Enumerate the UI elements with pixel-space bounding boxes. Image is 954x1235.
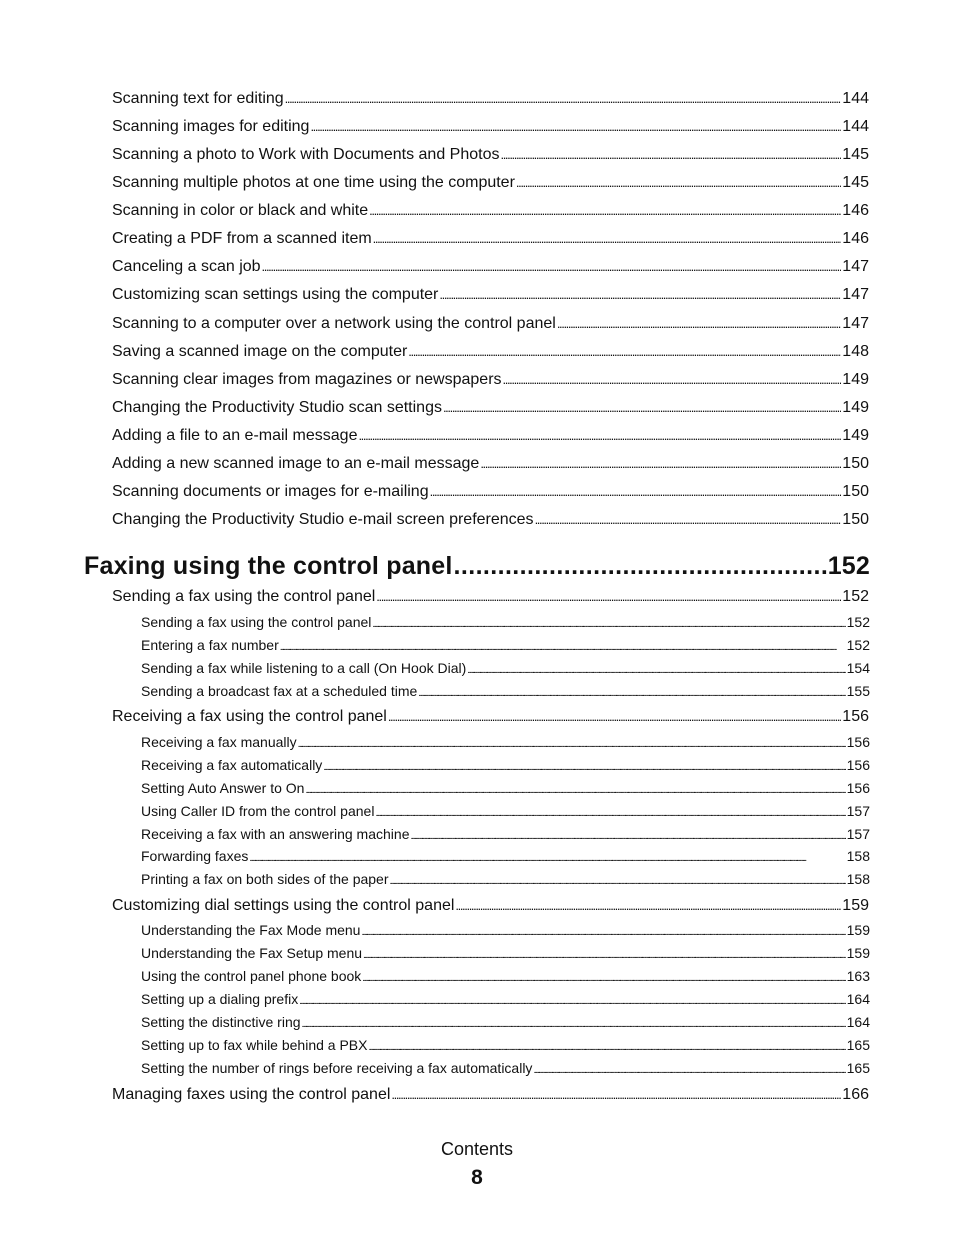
toc-entry-title: Understanding the Fax Setup menu [141, 945, 363, 961]
toc-entry-title: Setting up a dialing prefix [141, 991, 299, 1007]
toc-entry-page-number: 165 [846, 1060, 870, 1076]
toc-leader-dots [299, 996, 845, 1007]
toc-entry-title: Forwarding faxes [141, 848, 249, 864]
toc-entry-page-number: 152 [846, 614, 870, 630]
toc-entry-page-number: 164 [846, 991, 870, 1007]
toc-entry[interactable] [141, 922, 870, 938]
toc-entry-page-number: 159 [842, 897, 869, 914]
toc-entry[interactable] [112, 174, 869, 192]
toc-entry[interactable] [141, 826, 870, 842]
toc-entry-page-number: 152 [842, 588, 869, 605]
toc-entry-page-number: 147 [842, 315, 869, 332]
toc-entry[interactable] [141, 1060, 870, 1076]
toc-leader-dots [503, 372, 842, 387]
toc-entry-title: Understanding the Fax Mode menu [141, 922, 361, 938]
toc-leader-dots [361, 927, 845, 938]
toc-entry[interactable] [112, 399, 869, 417]
toc-entry[interactable] [141, 871, 870, 887]
toc-entry-title: Receiving a fax automatically [141, 757, 323, 773]
toc-entry[interactable] [112, 315, 869, 333]
toc-entry-title: Scanning images for editing [112, 118, 310, 135]
toc-entry[interactable] [112, 371, 869, 389]
toc-entry[interactable] [112, 118, 869, 136]
toc-leader-dots [376, 589, 841, 604]
toc-entry[interactable] [141, 614, 870, 630]
toc-entry[interactable] [141, 660, 870, 676]
toc-entry-title: Sending a broadcast fax at a scheduled time [141, 683, 418, 699]
toc-entry-page-number: 163 [846, 968, 870, 984]
toc-entry-page-number: 149 [842, 371, 869, 388]
toc-entry-page-number: 165 [846, 1037, 870, 1053]
toc-entry[interactable] [141, 803, 870, 819]
toc-leader-dots [557, 316, 841, 331]
toc-leader-dots [369, 203, 841, 218]
toc-entry-title: Scanning a photo to Work with Documents and Photos [112, 146, 500, 163]
toc-leader-dots [390, 876, 846, 887]
toc-entry-title: Customizing scan settings using the computer [112, 286, 439, 303]
toc-entry-title: Receiving a fax with an answering machine [141, 826, 410, 842]
toc-leader-dots [391, 1087, 841, 1102]
toc-leader-dots [533, 1065, 845, 1076]
toc-entry-title: Faxing using the control panel [84, 552, 453, 580]
toc-entry-title: Sending a fax using the control panel [112, 588, 376, 605]
toc-leader-dots [368, 1042, 845, 1053]
toc-entry-title: Setting the distinctive ring [141, 1014, 301, 1030]
toc-entry-title: Sending a fax using the control panel [141, 614, 372, 630]
toc-entry-page-number: 146 [842, 230, 869, 247]
toc-entry-title: Adding a new scanned image to an e-mail message [112, 455, 480, 472]
toc-leader-dots [408, 344, 841, 359]
toc-leader-dots [516, 175, 841, 190]
toc-entry-title: Entering a fax number [141, 637, 279, 653]
toc-leader-dots [249, 853, 845, 864]
toc-leader-dots [285, 91, 842, 106]
toc-entry[interactable] [112, 146, 869, 164]
toc-entry-title: Using Caller ID from the control panel [141, 803, 375, 819]
toc-entry-page-number: 144 [842, 90, 869, 107]
toc-entry-title: Printing a fax on both sides of the paper [141, 871, 389, 887]
toc-entry-title: Setting up to fax while behind a PBX [141, 1037, 368, 1053]
toc-entry-page-number: 144 [842, 118, 869, 135]
toc-entry[interactable] [112, 897, 869, 915]
toc-entry[interactable] [112, 343, 869, 361]
toc-entry[interactable] [141, 991, 870, 1007]
toc-leader-dots [443, 400, 841, 415]
toc-leader-dots [455, 898, 841, 913]
toc-entry-page-number: 154 [846, 660, 870, 676]
toc-entry[interactable] [141, 1014, 870, 1030]
toc-leader-dots [373, 231, 842, 246]
toc-leader-dots [388, 709, 841, 724]
toc-entry-page-number: 155 [846, 683, 870, 699]
toc-entry-title: Scanning text for editing [112, 90, 284, 107]
toc-leader-dots [363, 950, 846, 961]
toc-entry-page-number: 156 [846, 734, 870, 750]
toc-leader-dots [454, 552, 827, 581]
toc-entry-title: Creating a PDF from a scanned item [112, 230, 372, 247]
toc-leader-dots [410, 831, 845, 842]
toc-entry-page-number: 150 [842, 483, 869, 500]
toc-leader-dots [467, 665, 845, 676]
toc-leader-dots [418, 688, 845, 699]
toc-entry-page-number: 156 [846, 757, 870, 773]
toc-entry[interactable] [112, 511, 869, 529]
toc-entry-page-number: 149 [842, 399, 869, 416]
toc-entry-page-number: 156 [846, 780, 870, 796]
toc-entry[interactable] [112, 455, 869, 473]
toc-entry-page-number: 145 [842, 174, 869, 191]
toc-entry-page-number: 158 [846, 871, 870, 887]
toc-leader-dots [302, 1019, 846, 1030]
toc-entry-title: Sending a fax while listening to a call (On Hook Dial) [141, 660, 467, 676]
toc-entry[interactable] [112, 483, 869, 501]
toc-entry[interactable] [112, 90, 869, 108]
toc-entry[interactable] [141, 683, 870, 699]
toc-entry[interactable] [141, 848, 870, 864]
footer-page-number: 8 [471, 1166, 483, 1189]
toc-entry-page-number: 152 [846, 637, 870, 653]
toc-leader-dots [372, 619, 845, 630]
toc-leader-dots [323, 762, 845, 773]
toc-entry[interactable] [141, 945, 870, 961]
toc-entry-page-number: 159 [846, 945, 870, 961]
toc-entry-title: Customizing dial settings using the control panel [112, 897, 455, 914]
toc-leader-dots [280, 642, 846, 653]
toc-entry-page-number: 147 [842, 258, 869, 275]
toc-leader-dots [430, 484, 842, 499]
toc-entry[interactable] [141, 780, 870, 796]
toc-entry-title: Scanning clear images from magazines or newspapers [112, 371, 502, 388]
toc-entry-page-number: 150 [842, 455, 869, 472]
toc-entry-page-number: 157 [846, 826, 870, 842]
toc-entry-page-number: 149 [842, 427, 869, 444]
toc-entry[interactable] [112, 202, 869, 220]
toc-entry[interactable] [112, 708, 869, 726]
toc-leader-dots [358, 428, 841, 443]
toc-leader-dots [305, 785, 845, 796]
toc-entry-title: Scanning multiple photos at one time using the computer [112, 174, 515, 191]
toc-entry-title: Changing the Productivity Studio scan settings [112, 399, 442, 416]
toc-entry[interactable] [112, 588, 869, 606]
toc-leader-dots [439, 287, 841, 302]
toc-leader-dots [310, 119, 841, 134]
toc-entry-title: Scanning to a computer over a network using the control panel [112, 315, 556, 332]
toc-entry-page-number: 159 [846, 922, 870, 938]
toc-entry[interactable] [112, 230, 869, 248]
toc-entry-title: Managing faxes using the control panel [112, 1086, 391, 1103]
toc-entry-title: Scanning documents or images for e-mailing [112, 483, 429, 500]
toc-entry-title: Receiving a fax using the control panel [112, 708, 387, 725]
toc-leader-dots [500, 147, 841, 162]
toc-entry-title: Adding a file to an e-mail message [112, 427, 358, 444]
toc-entry[interactable] [141, 968, 870, 984]
toc-entry-title: Saving a scanned image on the computer [112, 343, 408, 360]
toc-leader-dots [480, 456, 841, 471]
toc-entry-title: Scanning in color or black and white [112, 202, 369, 219]
toc-entry[interactable] [141, 757, 870, 773]
toc-entry[interactable] [141, 637, 870, 653]
toc-entry-page-number: 146 [842, 202, 869, 219]
toc-entry-page-number: 152 [827, 552, 870, 580]
toc-entry[interactable] [141, 1037, 870, 1053]
toc-entry[interactable] [112, 286, 869, 304]
toc-entry-page-number: 148 [842, 343, 869, 360]
toc-entry-page-number: 166 [842, 1086, 869, 1103]
toc-entry-title: Setting the number of rings before receiving a fax automatically [141, 1060, 533, 1076]
toc-entry[interactable] [112, 258, 869, 276]
footer-section-label: Contents [440, 1139, 514, 1159]
toc-leader-dots [362, 973, 845, 984]
toc-leader-dots [535, 512, 842, 527]
toc-entry-page-number: 157 [846, 803, 870, 819]
toc-entry[interactable] [112, 427, 869, 445]
toc-entry-page-number: 145 [842, 146, 869, 163]
toc-chapter-heading[interactable] [84, 552, 870, 581]
toc-entry-title: Using the control panel phone book [141, 968, 362, 984]
toc-entry-page-number: 147 [842, 286, 869, 303]
toc-entry-title: Canceling a scan job [112, 258, 261, 275]
toc-leader-dots [298, 739, 846, 750]
toc-leader-dots [262, 259, 842, 274]
toc-entry-title: Setting Auto Answer to On [141, 780, 305, 796]
toc-leader-dots [375, 808, 845, 819]
toc-entry[interactable] [141, 734, 870, 750]
toc-entry-title: Receiving a fax manually [141, 734, 297, 750]
toc-entry-page-number: 156 [842, 708, 869, 725]
toc-entry[interactable] [112, 1086, 869, 1104]
toc-entry-page-number: 164 [846, 1014, 870, 1030]
toc-entry-page-number: 150 [842, 511, 869, 528]
toc-entry-title: Changing the Productivity Studio e-mail screen preferences [112, 511, 534, 528]
toc-entry-page-number: 158 [846, 848, 870, 864]
